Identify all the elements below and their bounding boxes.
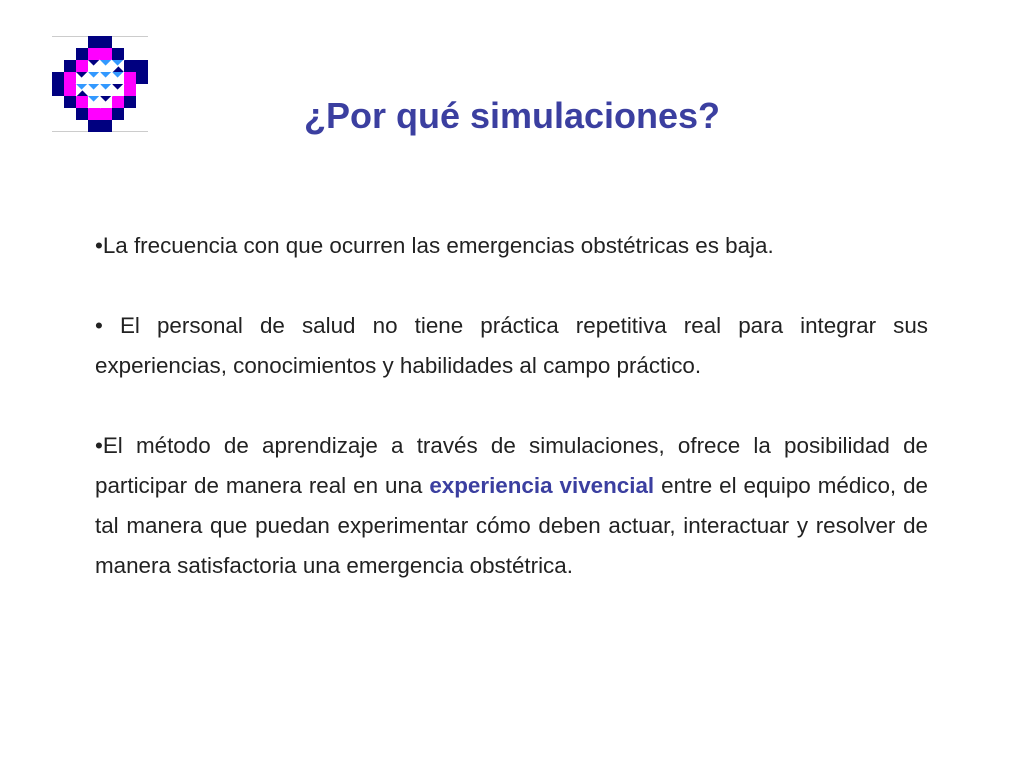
highlight-experiencia-vivencial: experiencia vivencial	[429, 473, 655, 498]
bullet-simulation-text-end: entre el equipo médico, de tal manera que puedan experimentar cómo deben actuar, interactuar y resolver de manera satisfactoria una emergencia obstétrica.	[95, 473, 928, 578]
bullet-simulation-text-start: •El método de aprendizaje a través de simulaciones, ofrece la posibilidad de participar de manera real en una	[95, 433, 928, 498]
slide-body	[95, 226, 928, 586]
slide-title: ¿Por qué simulaciones?	[303, 95, 721, 136]
bullet-low-frequency: •La frecuencia con que ocurren las emergencias obstétricas es baja.	[95, 233, 774, 258]
bullet-no-practice: • El personal de salud no tiene práctica repetitiva real para integrar sus experiencias, conocimientos y habilidades al campo práctico.	[95, 313, 928, 378]
bullet-simulation-method	[95, 426, 928, 586]
